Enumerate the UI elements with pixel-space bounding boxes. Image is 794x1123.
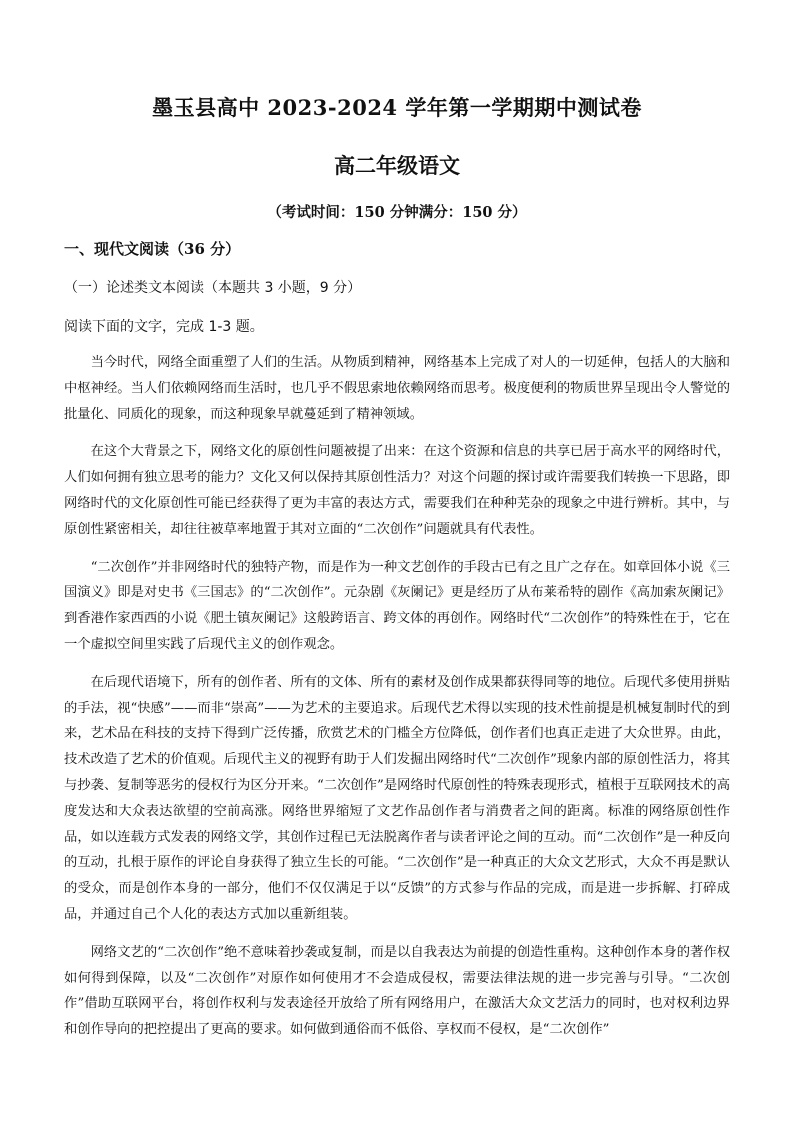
exam-subtitle: 高二年级语文 <box>334 153 460 178</box>
exam-title: 墨玉县高中 2023-2024 学年第一学期期中测试卷 <box>152 95 642 120</box>
reading-instruction: 阅读下面的文字，完成 1-3 题。 <box>64 319 264 335</box>
passage-paragraph: “二次创作”并非网络时代的独特产物，而是作为一种文艺创作的手段古已有之且广之存在。如章回体小说《三国演义》即是对史书《三国志》的“二次创作”。元杂剧《灰阑记》更是经历了从布莱希特的剧作《高加索灰阑记》到香港作家西西的小说《肥土镇灰阑记》这般跨语言、跨文体的再创作。网络时代“二次创作”的特殊性在于，它在一个虚拟空间里实践了后现代主义的创作观念。 <box>64 559 730 652</box>
subsection-heading: （一）论述类文本阅读（本题共 3 小题，9 分） <box>64 280 362 296</box>
passage-paragraph: 在这个大背景之下，网络文化的原创性问题被提了出来：在这个资源和信息的共享已居于高水平的网络时代，人们如何拥有独立思考的能力？文化又何以保持其原创性活力？对这个问题的探讨或许需要我们转换一下思路，即网络时代的文化原创性可能已经获得了更为丰富的表达方式，需要我们在种种芜杂的现象之中进行辨析。其中，与原创性紧密相关，却往往被草率地置于其对立面的“二次创作”问题就具有代表性。 <box>64 444 730 537</box>
reading-passage <box>64 350 730 1055</box>
exam-info: （考试时间：150 分钟满分：150 分） <box>267 204 527 221</box>
section-heading: 一、现代文阅读（36 分） <box>64 240 241 258</box>
passage-paragraph: 当今时代，网络全面重塑了人们的生活。从物质到精神，网络基本上完成了对人的一切延伸，包括人的大脑和中枢神经。当人们依赖网络而生活时，也几乎不假思索地依赖网络而思考。极度便利的物质世界呈现出令人警觉的批量化、同质化的现象，而这种现象早就蔓延到了精神领域。 <box>64 355 730 422</box>
passage-paragraph: 在后现代语境下，所有的创作者、所有的文体、所有的素材及创作成果都获得同等的地位。后现代多使用拼贴的手法，视“快感”——而非“崇高”——为艺术的主要追求。后现代艺术得以实现的技术性前提是机械复制时代的到来，艺术品在科技的支持下得到广泛传播，欣赏艺术的门槛全方位降低，创作者们也真正走进了大众世界。由此，技术改造了艺术的价值观。后现代主义的视野有助于人们发掘出网络时代“二次创作”现象内部的原创性活力，将其与抄袭、复制等恶劣的侵权行为区分开来。“二次创作”是网络时代原创性的特殊表现形式，植根于互联网技术的高度发达和大众表达欲望的空前高涨。网络世界缩短了文艺作品创作者与消费者之间的距离。标准的网络原创性作品，如以连载方式发表的网络文学，其创作过程已无法脱离作者与读者评论之间的互动。而“二次创作”是一种反向的互动，扎根于原作的评论自身获得了独立生长的可能。“二次创作”是一种真正的大众文艺形式，大众不再是默认的受众，而是创作本身的一部分，他们不仅仅满足于以“反馈”的方式参与作品的完成，而是进一步拆解、打碎成品，并通过自己个人化的表达方式加以重新组装。 <box>64 674 730 922</box>
passage-paragraph: 网络文艺的“二次创作”绝不意味着抄袭或复制，而是以自我表达为前提的创造性重构。这种创作本身的著作权如何得到保障，以及“二次创作”对原作如何使用才不会造成侵权，需要法律法规的进一步完善与引导。“二次创作”借助互联网平台，将创作权利与发表途径开放给了所有网络用户，在激活大众文艺活力的同时，也对权利边界和创作导向的把控提出了更高的要求。如何做到通俗而不低俗、享权而不侵权，是“二次创作” <box>64 944 730 1038</box>
